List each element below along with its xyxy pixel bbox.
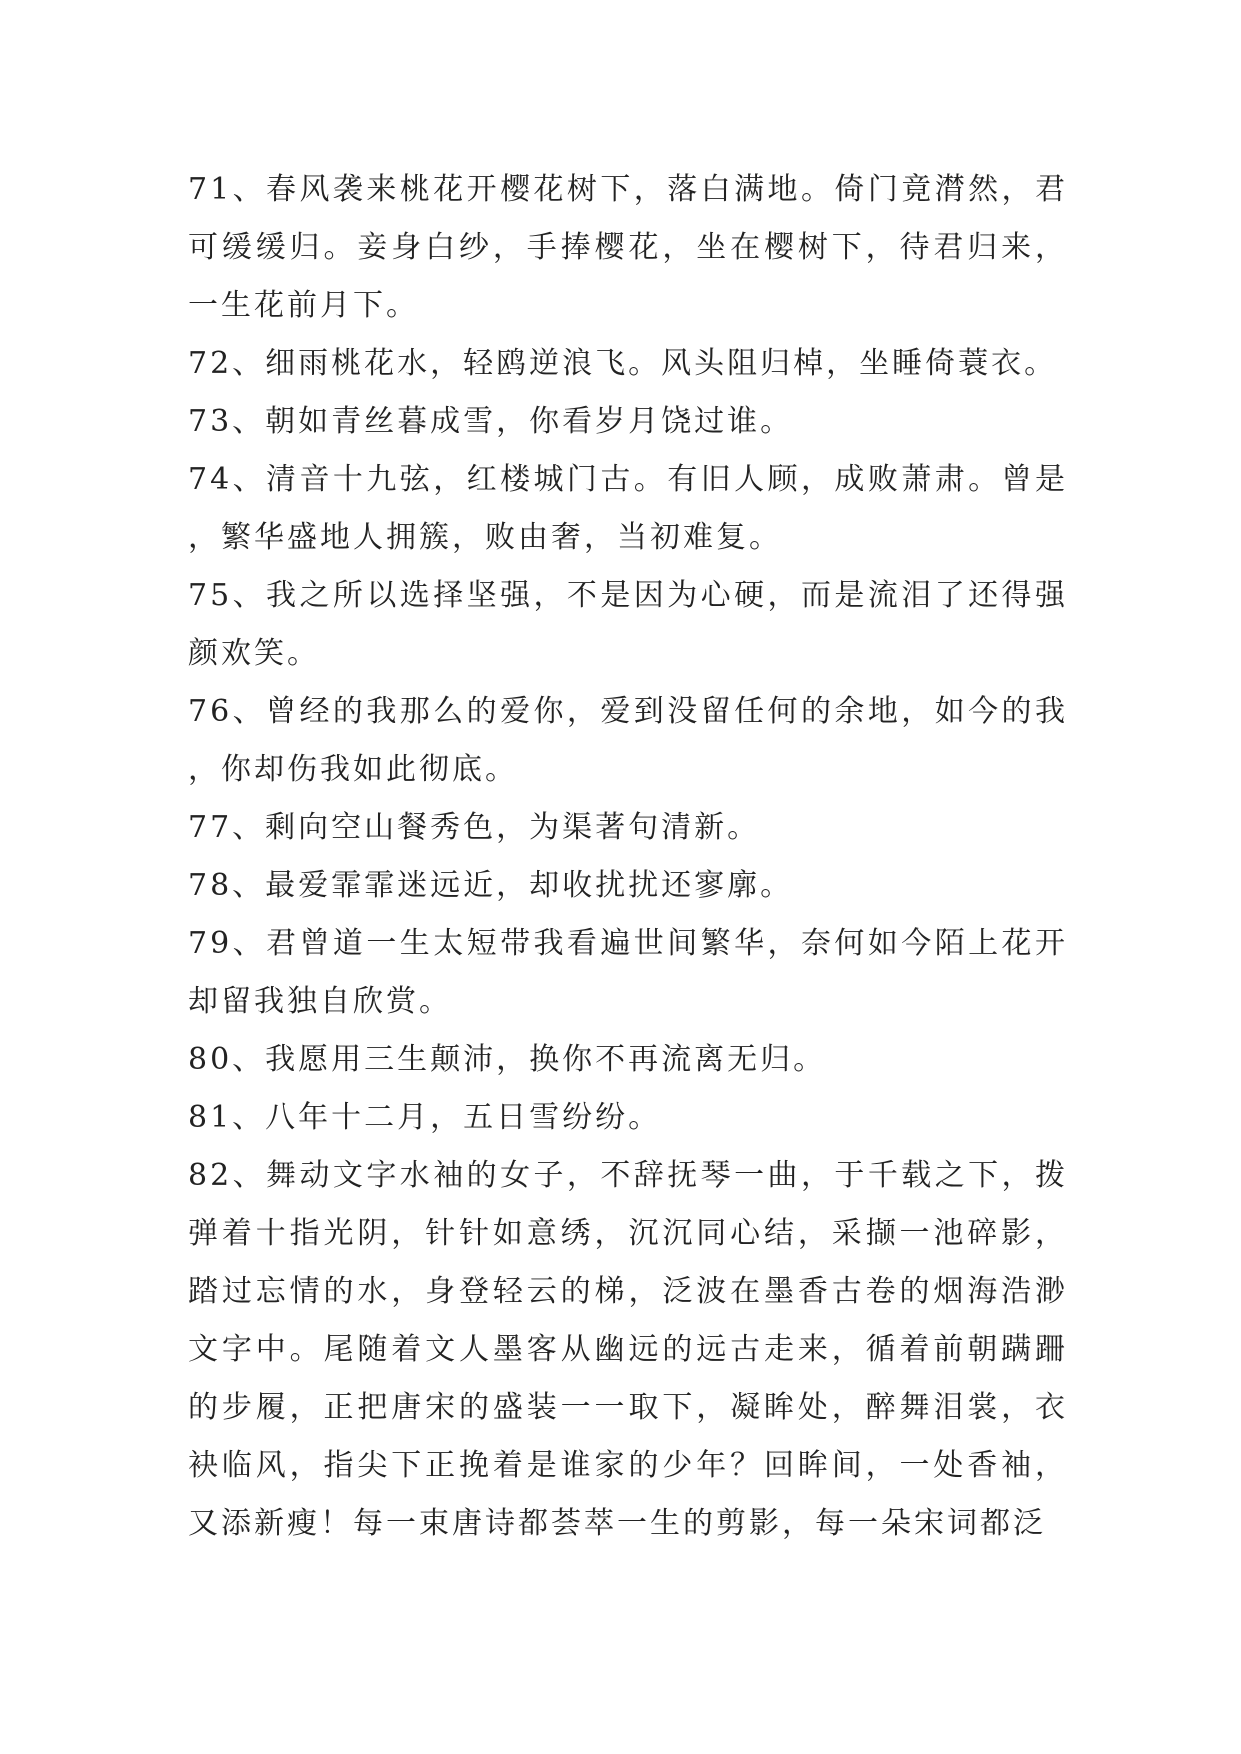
entry-72: 72、细雨桃花水，轻鸥逆浪飞。风头阻归棹，坐睡倚蓑衣。 <box>188 346 1058 381</box>
entry-79: 79、君曾道一生太短带我看遍世间繁华，奈何如今陌上花开却留我独自欣赏。 <box>188 926 1068 1019</box>
document-body <box>188 161 1068 1553</box>
entry-77: 77、剩向空山餐秀色，为渠著句清新。 <box>188 810 761 845</box>
entry-81: 81、八年十二月，五日雪纷纷。 <box>188 1100 662 1135</box>
entry-80: 80、我愿用三生颠沛，换你不再流离无归。 <box>188 1042 827 1077</box>
entry-75: 75、我之所以选择坚强，不是因为心硬，而是流泪了还得强颜欢笑。 <box>188 578 1068 671</box>
entry-73: 73、朝如青丝暮成雪，你看岁月饶过谁。 <box>188 404 794 439</box>
entry-71: 71、春风袭来桃花开樱花树下，落白满地。倚门竟潸然，君可缓缓归。妾身白纱，手捧樱花，坐在樱树下，待君归来，一生花前月下。 <box>188 172 1068 323</box>
entry-76: 76、曾经的我那么的爱你，爱到没留任何的余地，如今的我，你却伤我如此彻底。 <box>188 694 1068 787</box>
entry-82: 82、舞动文字水袖的女子，不辞抚琴一曲，于千载之下，拨弹着十指光阴，针针如意绣，沉沉同心结，采撷一池碎影，踏过忘情的水，身登轻云的梯，泛波在墨香古卷的烟海浩渺文字中。尾随着文人墨客从幽远的远古走来，循着前朝蹒跚的步履，正把唐宋的盛装一一取下，凝眸处，醉舞泪裳，衣袂临风，指尖下正挽着是谁家的少年？回眸间，一处香袖，又添新瘦！每一束唐诗都荟萃一生的剪影，每一朵宋词都泛 <box>188 1158 1068 1541</box>
entry-78: 78、最爱霏霏迷远近，却收扰扰还寥廓。 <box>188 868 794 903</box>
entry-74: 74、清音十九弦，红楼城门古。有旧人顾，成败萧肃。曾是，繁华盛地人拥簇，败由奢，当初难复。 <box>188 462 1068 555</box>
